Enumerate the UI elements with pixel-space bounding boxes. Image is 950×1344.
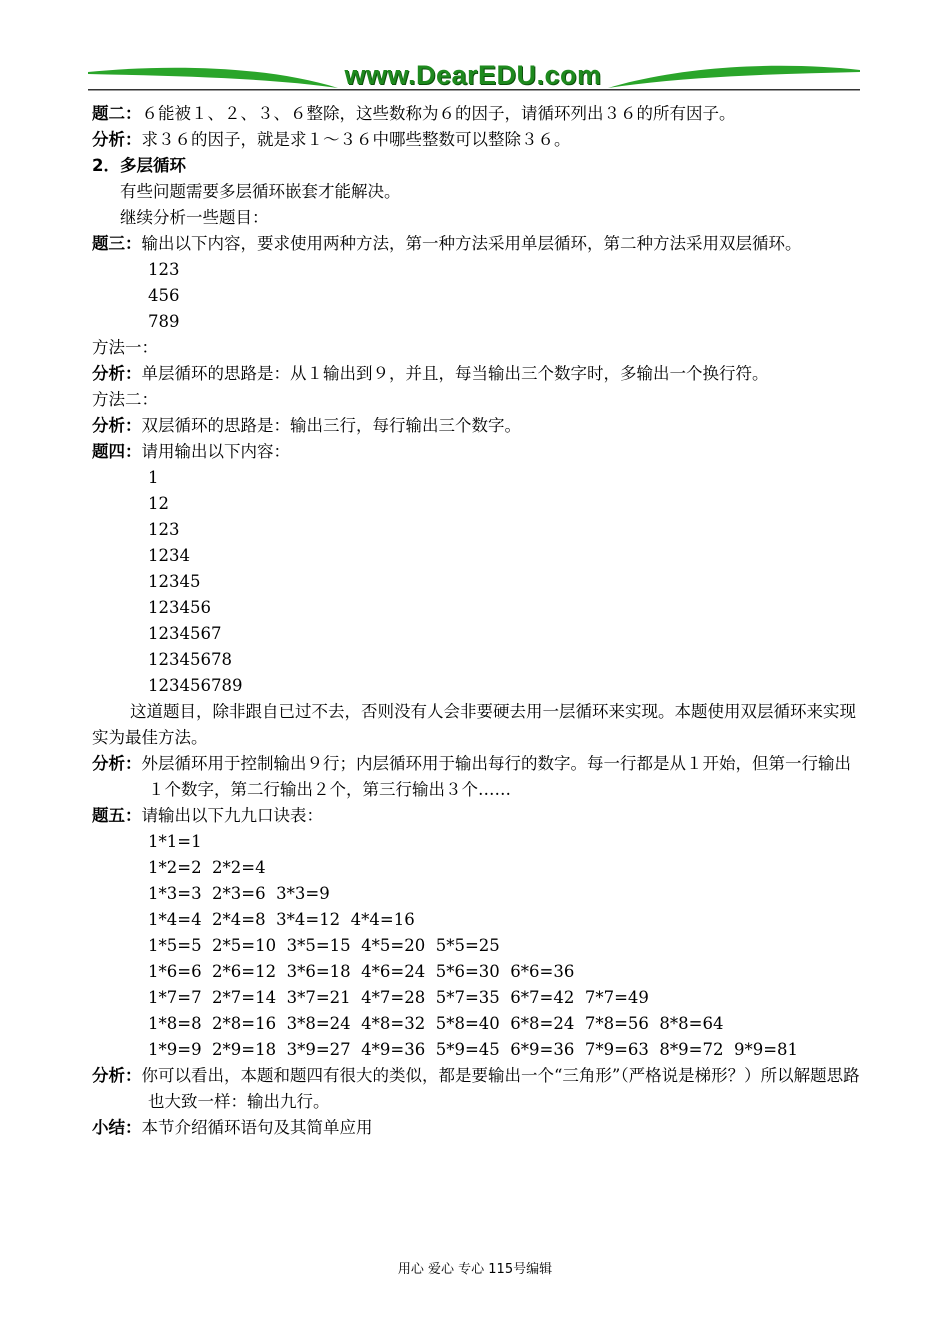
q3-analysis1-text: 单层循环的思路是：从１输出到９，并且，每当输出三个数字时，多输出一个换行符。: [141, 364, 769, 383]
site-logo-text: www.DearEDU.com: [344, 60, 602, 90]
q5-table-row: 1*9=9 2*9=18 3*9=27 4*9=36 5*9=45 6*9=36 7*9=63 8*9=72 9*9=81: [148, 1040, 799, 1059]
q4-analysis-text: 外层循环用于控制输出９行；内层循环用于输出每行的数字。每一行都是从１开始，但第一行输出１个数字，第二行输出２个，第三行输出３个……: [141, 754, 851, 799]
q4-output-line: 12: [148, 494, 169, 513]
q5-analysis-text: 你可以看出，本题和题四有很大的类似，都是要输出一个“三角形”（严格说是梯形？）所以解题思路也大致一样：输出九行。: [141, 1066, 860, 1111]
q3-analysis2-label: 分析：: [92, 416, 142, 435]
q4-output-line: 123: [148, 520, 180, 539]
q5-table-row: 1*7=7 2*7=14 3*7=21 4*7=28 5*7=35 6*7=42 7*7=49: [148, 988, 649, 1007]
q4-output-line: 123456: [148, 598, 211, 617]
q3-output-line: 456: [148, 286, 180, 305]
q4-label: 题四：: [92, 442, 142, 461]
q3-method2: 方法二：: [92, 390, 158, 409]
page-footer: 用心 爱心 专心 115号编辑: [397, 1262, 553, 1277]
q4-output-line: 12345678: [148, 650, 232, 669]
q5-table-row: 1*2=2 2*2=4: [148, 858, 266, 877]
q5-analysis-label: 分析：: [92, 1066, 142, 1085]
q5-line: [92, 803, 862, 829]
q3-method1: 方法一：: [92, 338, 158, 357]
q2-analysis-text: 求３６的因子，就是求１～３６中哪些整数可以整除３６。: [141, 130, 571, 149]
q4-paragraph: 这道题目，除非跟自已过不去，否则没有人会非要硬去用一层循环来实现。本题使用双层循环来实现实为最佳方法。: [92, 702, 856, 747]
q5-label: 题五：: [92, 806, 142, 825]
q5-table-row: 1*5=5 2*5=10 3*5=15 4*5=20 5*5=25: [148, 936, 500, 955]
q3-block: [92, 231, 862, 257]
q2-text: ６能被１、２、３、６整除，这些数称为６的因子，请循环列出３６的所有因子。: [141, 104, 736, 123]
section2-paragraph-1: 有些问题需要多层循环嵌套才能解决。: [120, 182, 401, 201]
q4-output-line: 123456789: [148, 676, 243, 695]
q4-analysis-label: 分析：: [92, 754, 142, 773]
section2-paragraph-2: 继续分析一些题目：: [120, 208, 269, 227]
q3-text: 输出以下内容，要求使用两种方法，第一种方法采用单层循环，第二种方法采用双层循环。: [141, 234, 802, 253]
page-header: [88, 58, 860, 98]
section2-title: 2．多层循环: [92, 156, 186, 175]
document-body: [92, 101, 862, 1141]
q5-table-row: 1*8=8 2*8=16 3*8=24 4*8=32 5*8=40 6*8=24 7*8=56 8*8=64: [148, 1014, 724, 1033]
q4-line: [92, 439, 862, 465]
q3-analysis1-label: 分析：: [92, 364, 142, 383]
q2-analysis-label: 分析：: [92, 130, 142, 149]
q5-table-row: 1*1=1: [148, 832, 202, 851]
q2-line: [92, 101, 862, 127]
q5-text: 请输出以下九九口诀表：: [141, 806, 323, 825]
summary-text: 本节介绍循环语句及其简单应用: [141, 1118, 373, 1137]
q4-output-line: 1234: [148, 546, 190, 565]
q4-output-line: 1234567: [148, 624, 222, 643]
q2-label: 题二：: [92, 104, 142, 123]
q3-output-line: 789: [148, 312, 180, 331]
q3-analysis2-line: [92, 413, 862, 439]
q3-label: 题三：: [92, 234, 142, 253]
q5-table-row: 1*4=4 2*4=8 3*4=12 4*4=16: [148, 910, 415, 929]
q5-table-row: 1*6=6 2*6=12 3*6=18 4*6=24 5*6=30 6*6=36: [148, 962, 575, 981]
q2-analysis-line: [92, 127, 862, 153]
q3-analysis1-line: [92, 361, 862, 387]
q4-output-line: 1: [148, 468, 159, 487]
q3-output-line: 123: [148, 260, 180, 279]
q4-analysis-block: [92, 751, 862, 803]
q3-analysis2-text: 双层循环的思路是：输出三行，每行输出三个数字。: [141, 416, 521, 435]
q4-output-line: 12345: [148, 572, 201, 591]
q5-table-row: 1*3=3 2*3=6 3*3=9: [148, 884, 330, 903]
summary-line: [92, 1115, 862, 1141]
summary-label: 小结：: [92, 1118, 142, 1137]
q5-analysis-block: [92, 1063, 862, 1115]
q4-text: 请用输出以下内容：: [141, 442, 290, 461]
